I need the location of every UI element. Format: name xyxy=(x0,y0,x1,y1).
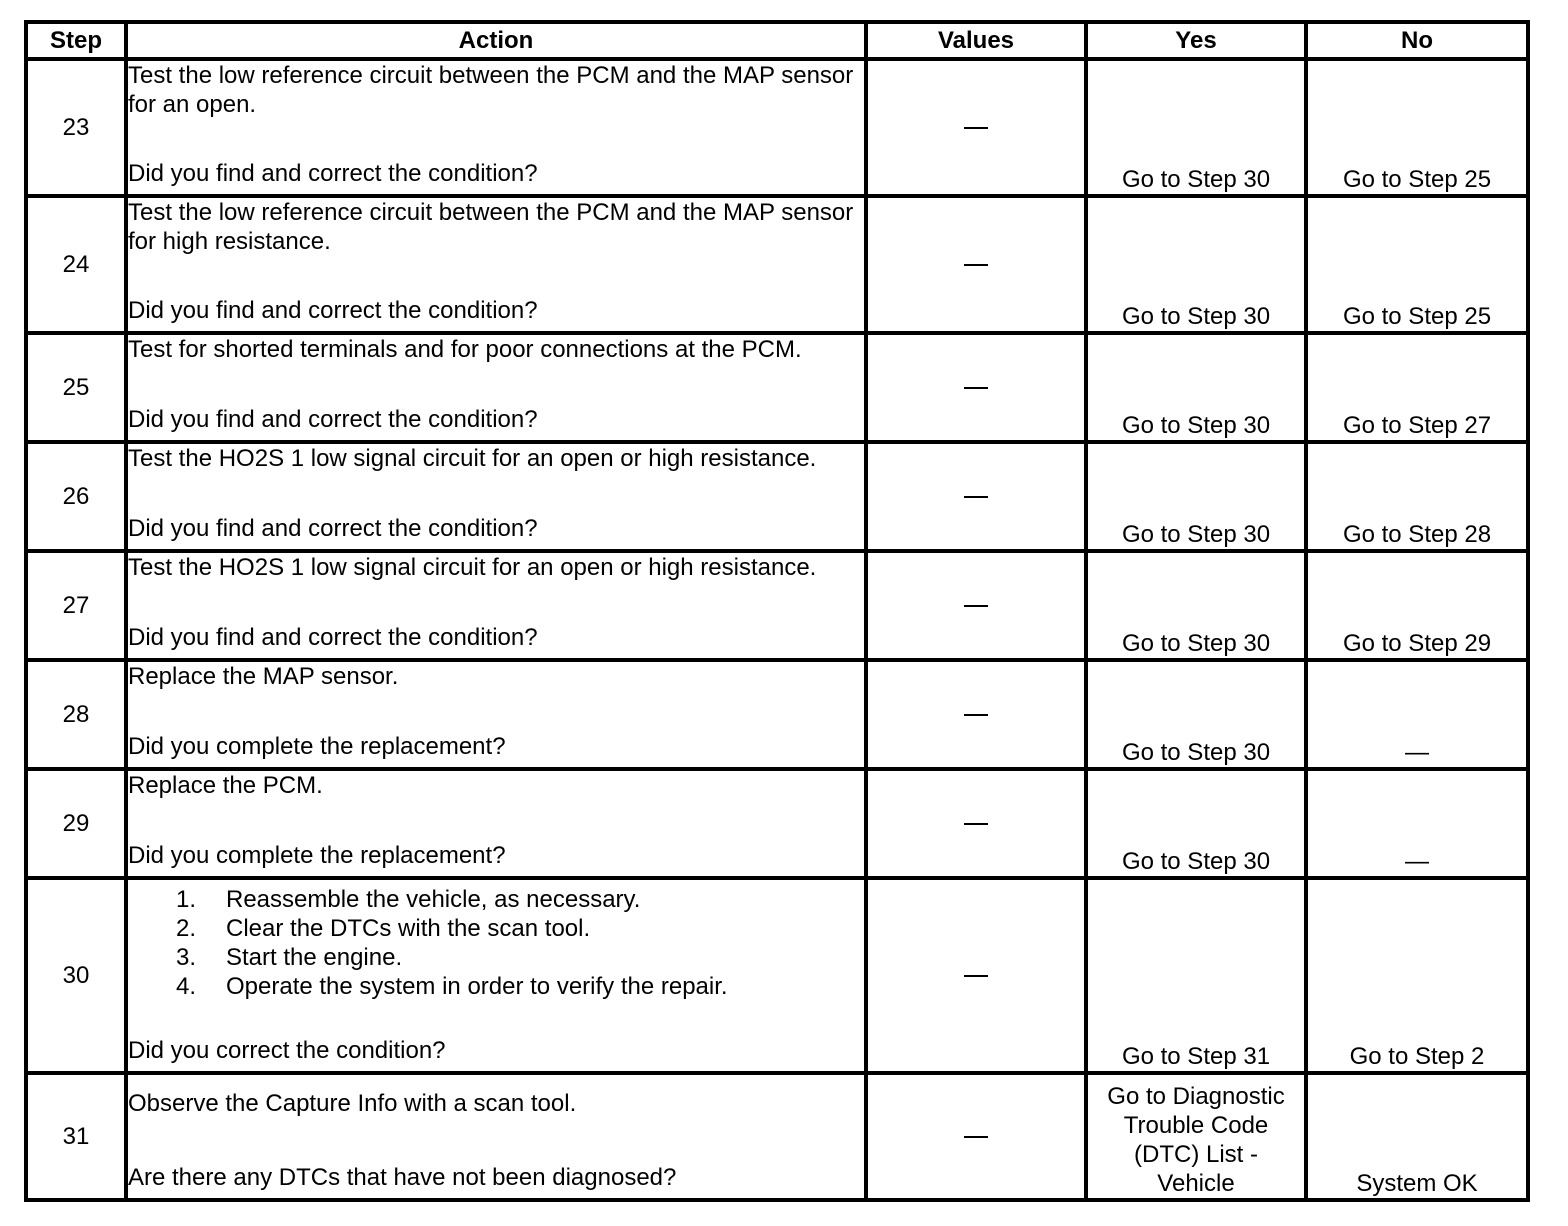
substep-item xyxy=(176,972,864,1001)
no-cell: Go to Step 2 xyxy=(1306,878,1528,1073)
table-row xyxy=(26,59,1528,196)
action-cell xyxy=(126,1073,866,1200)
table-row xyxy=(26,769,1528,878)
step-number: 30 xyxy=(26,878,126,1073)
values-cell xyxy=(866,333,1086,442)
action-text: Test the low reference circuit between the PCM and the MAP sensor for an open. xyxy=(128,62,854,118)
step-number: 25 xyxy=(26,333,126,442)
no-cell: Go to Step 29 xyxy=(1306,551,1528,660)
header-row xyxy=(26,22,1528,59)
substep-number: 2. xyxy=(176,915,197,942)
table-row xyxy=(26,878,1528,1073)
yes-cell: Go to Step 30 xyxy=(1086,660,1306,769)
yes-cell: Go to Diagnostic Trouble Code (DTC) List - Vehicle xyxy=(1086,1073,1306,1200)
action-question: Did you find and correct the condition? xyxy=(128,297,538,324)
action-cell xyxy=(126,196,866,333)
substep-number: 1. xyxy=(176,886,197,913)
dash-mark xyxy=(964,714,988,716)
values-cell xyxy=(866,442,1086,551)
substep-text: Clear the DTCs with the scan tool. xyxy=(226,915,591,942)
action-text: Test for shorted terminals and for poor connections at the PCM. xyxy=(128,336,802,363)
substep-item xyxy=(176,914,864,943)
action-question: Did you find and correct the condition? xyxy=(128,515,538,542)
step-number: 26 xyxy=(26,442,126,551)
substep-number: 3. xyxy=(176,944,197,971)
action-question: Are there any DTCs that have not been diagnosed? xyxy=(128,1164,677,1191)
header-yes: Yes xyxy=(1086,22,1306,59)
values-cell xyxy=(866,878,1086,1073)
yes-cell: Go to Step 30 xyxy=(1086,59,1306,196)
step-number: 29 xyxy=(26,769,126,878)
yes-cell: Go to Step 30 xyxy=(1086,196,1306,333)
yes-cell: Go to Step 30 xyxy=(1086,769,1306,878)
dash-mark xyxy=(964,975,988,977)
action-text: Test the low reference circuit between the PCM and the MAP sensor for high resistance. xyxy=(128,199,854,255)
table-row xyxy=(26,1073,1528,1200)
yes-cell: Go to Step 30 xyxy=(1086,442,1306,551)
substep-item xyxy=(176,943,864,972)
dash-mark xyxy=(964,264,988,266)
header-action: Action xyxy=(126,22,866,59)
action-cell xyxy=(126,769,866,878)
action-question: Did you complete the replacement? xyxy=(128,842,506,869)
values-cell xyxy=(866,551,1086,660)
substep-text: Operate the system in order to verify the repair. xyxy=(226,973,728,1000)
yes-cell: Go to Step 30 xyxy=(1086,333,1306,442)
action-text: Replace the MAP sensor. xyxy=(128,663,399,690)
dash-mark xyxy=(964,823,988,825)
dash-mark xyxy=(964,496,988,498)
action-cell xyxy=(126,878,866,1073)
substep-item xyxy=(176,885,864,914)
action-question: Did you complete the replacement? xyxy=(128,733,506,760)
action-question: Did you find and correct the condition? xyxy=(128,160,538,187)
yes-cell: Go to Step 30 xyxy=(1086,551,1306,660)
values-cell xyxy=(866,59,1086,196)
table-row xyxy=(26,333,1528,442)
action-cell xyxy=(126,660,866,769)
no-cell: — xyxy=(1306,769,1528,878)
dash-mark xyxy=(964,387,988,389)
table-row xyxy=(26,551,1528,660)
table-row xyxy=(26,660,1528,769)
values-cell xyxy=(866,660,1086,769)
action-text: Replace the PCM. xyxy=(128,772,323,799)
no-cell: Go to Step 25 xyxy=(1306,59,1528,196)
diagnostic-steps-table xyxy=(24,20,1530,1202)
no-cell: Go to Step 25 xyxy=(1306,196,1528,333)
substep-text: Reassemble the vehicle, as necessary. xyxy=(226,886,641,913)
step-number: 28 xyxy=(26,660,126,769)
action-question: Did you find and correct the condition? xyxy=(128,406,538,433)
values-cell xyxy=(866,196,1086,333)
action-text: Test the HO2S 1 low signal circuit for an open or high resistance. xyxy=(128,445,817,472)
no-cell: System OK xyxy=(1306,1073,1528,1200)
dash-mark xyxy=(964,127,988,129)
yes-cell: Go to Step 31 xyxy=(1086,878,1306,1073)
table-row xyxy=(26,196,1528,333)
action-cell xyxy=(126,442,866,551)
values-cell xyxy=(866,1073,1086,1200)
substep-list xyxy=(128,885,864,1001)
header-step: Step xyxy=(26,22,126,59)
header-values: Values xyxy=(866,22,1086,59)
substep-number: 4. xyxy=(176,973,197,1000)
substep-text: Start the engine. xyxy=(226,944,403,971)
action-question: Did you correct the condition? xyxy=(128,1037,446,1064)
dash-mark xyxy=(964,1136,988,1138)
action-cell xyxy=(126,59,866,196)
action-question: Did you find and correct the condition? xyxy=(128,624,538,651)
action-text: Observe the Capture Info with a scan tool. xyxy=(128,1090,577,1117)
action-text: Test the HO2S 1 low signal circuit for an open or high resistance. xyxy=(128,554,817,581)
no-cell: Go to Step 27 xyxy=(1306,333,1528,442)
step-number: 23 xyxy=(26,59,126,196)
dash-mark xyxy=(964,605,988,607)
action-cell xyxy=(126,333,866,442)
no-cell: Go to Step 28 xyxy=(1306,442,1528,551)
no-cell: — xyxy=(1306,660,1528,769)
step-number: 24 xyxy=(26,196,126,333)
step-number: 31 xyxy=(26,1073,126,1200)
action-cell xyxy=(126,551,866,660)
table-row xyxy=(26,442,1528,551)
header-no: No xyxy=(1306,22,1528,59)
step-number: 27 xyxy=(26,551,126,660)
values-cell xyxy=(866,769,1086,878)
